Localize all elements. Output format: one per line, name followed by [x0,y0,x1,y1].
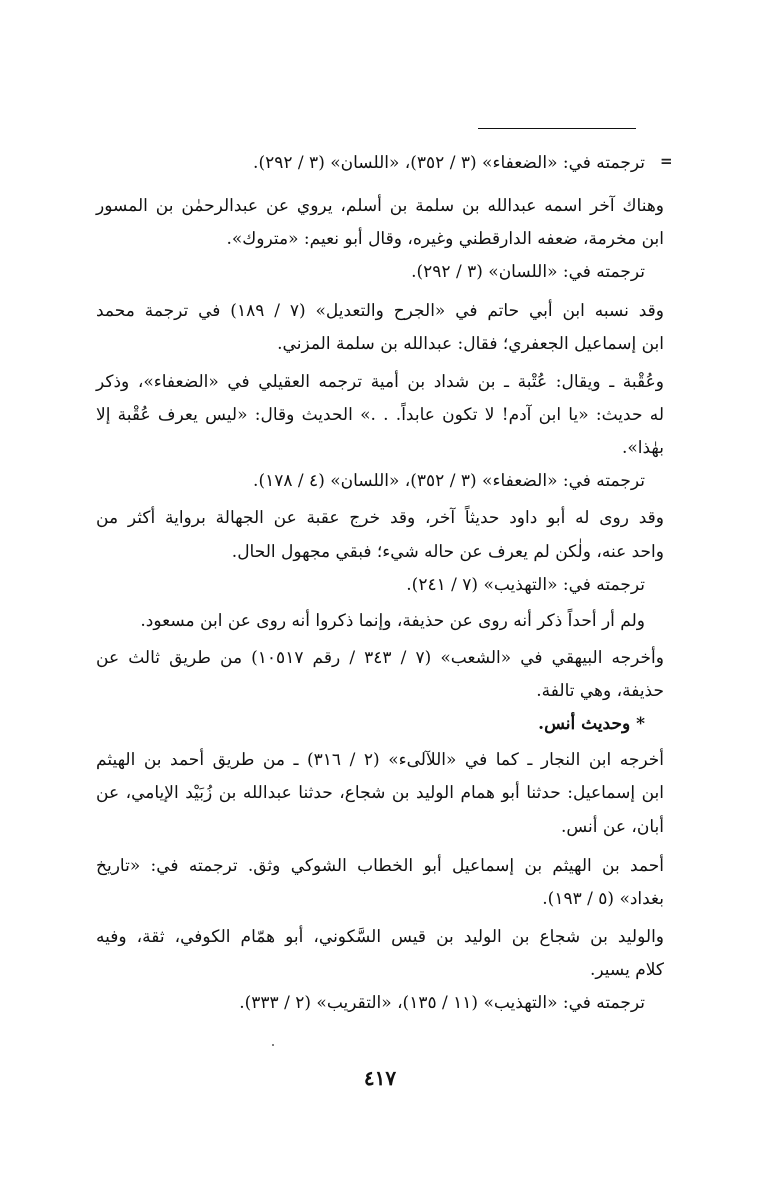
text-line: ترجمته في: «الضعفاء» (٣ / ٣٥٢)، «اللسان» (٣ / ٢٩٢). [253,153,645,173]
text-line: ولم أر أحداً ذكر أنه روى عن حذيفة، وإنما ذكروا أنه روى عن ابن مسعود. [140,611,645,631]
speck [272,1044,274,1046]
text-line: ابن مخرمة، ضعفه الدارقطني وغيره، وقال أبو نعيم: «متروك». [226,229,664,249]
text-line: والوليد بن شجاع بن الوليد بن قيس السَّكوني، أبو همّام الكوفي، ثقة، وفيه [96,927,664,947]
text-line: وقد نسبه ابن أبي حاتم في «الجرح والتعديل» (٧ / ١٨٩) في ترجمة محمد [96,301,664,321]
text-line: وأخرجه البيهقي في «الشعب» (٧ / ٣٤٣ / رقم ١٠٥١٧) من طريق ثالث عن [96,648,664,668]
footnote-continuation-marker: = [660,152,673,170]
text-line: ترجمته في: «التهذيب» (٧ / ٢٤١). [406,575,645,595]
page-number: ٤١٧ [363,1066,397,1090]
text-line: ابن إسماعيل: حدثنا أبو همام الوليد بن شجاع، حدثنا عبدالله بن زُبَيْد الإيامي، عن [96,783,664,803]
text-line: حذيفة، وهي تالفة. [536,681,664,701]
text-line: ابن إسماعيل الجعفري؛ فقال: عبدالله بن سلمة المزني. [277,334,664,354]
text-line: كلام يسير. [590,960,664,980]
text-line: له حديث: «يا ابن آدم! لا تكون عابداً. . .» الحديث وقال: «ليس يعرف عُقْبة إلا [96,405,664,425]
text-line: أحمد بن الهيثم بن إسماعيل أبو الخطاب الشوكي وثق. ترجمته في: «تاريخ [96,856,664,876]
text-line: ترجمته في: «اللسان» (٣ / ٢٩٢). [411,262,645,282]
text-line: بغداد» (٥ / ١٩٣). [542,889,664,909]
text-line: وعُقْبة ـ ويقال: عُتْبة ـ بن شداد بن أمية ترجمه العقيلي في «الضعفاء»، وذكر [96,372,664,392]
text-line: ترجمته في: «الضعفاء» (٣ / ٣٥٢)، «اللسان» (٤ / ١٧٨). [253,471,645,491]
text-line: أخرجه ابن النجار ـ كما في «اللآلىء» (٢ / ٣١٦) ـ من طريق أحمد بن الهيثم [96,750,665,770]
section-heading: * وحديث أنس. [538,714,645,734]
text-line: وهناك آخر اسمه عبدالله بن سلمة بن أسلم، يروي عن عبدالرحمٰن بن المسور [96,196,664,216]
text-line: وقد روى له أبو داود حديثاً آخر، وقد خرج عقبة عن الجهالة برواية أكثر من [96,508,664,528]
text-line: ترجمته في: «التهذيب» (١١ / ١٣٥)، «التقريب» (٢ / ٣٣٣). [239,993,645,1013]
footnote-separator-rule [478,128,636,129]
text-line: أبان، عن أنس. [560,817,664,837]
text-line: واحد عنه، ولٰكن لم يعرف عن حاله شيء؛ فبقي مجهول الحال. [231,542,664,562]
text-line: بهٰذا». [621,438,664,458]
